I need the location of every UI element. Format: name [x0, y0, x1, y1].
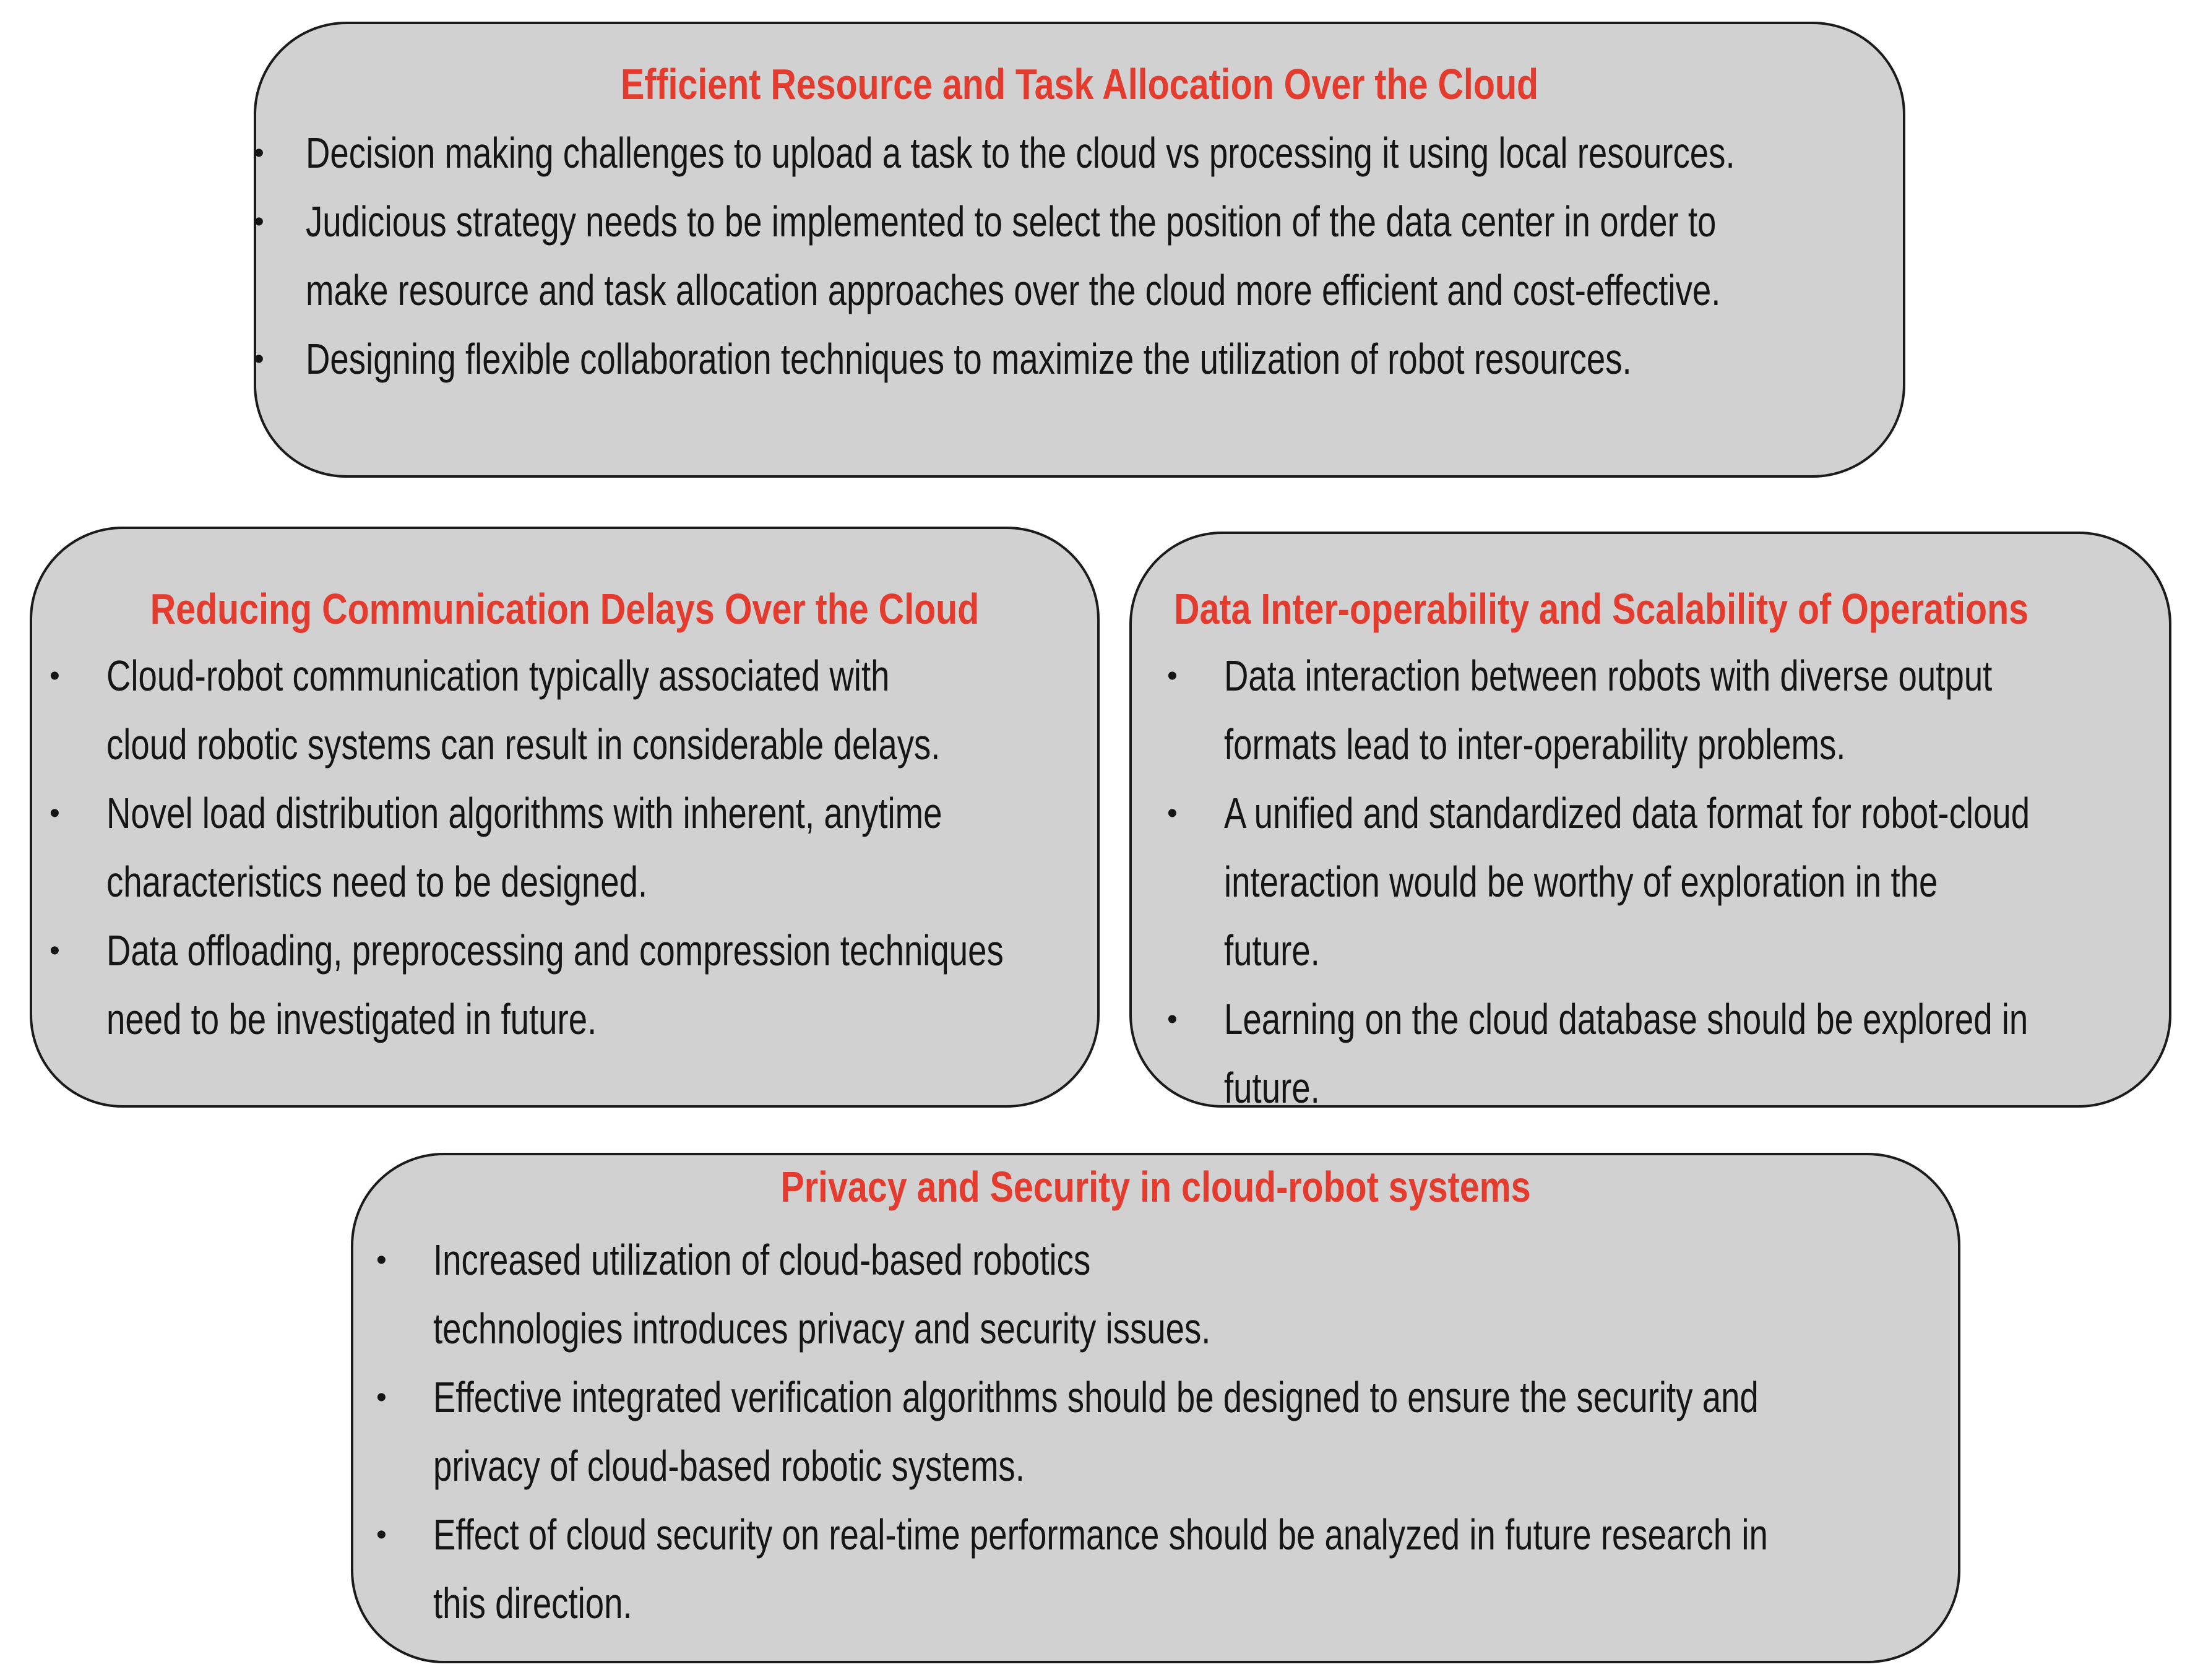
bullet-item [1167, 985, 2190, 1122]
bullet-text-line: characteristics need to be designed. [106, 858, 648, 906]
bullet-list [1167, 642, 2190, 1122]
bullet-dot-icon: • [376, 1244, 387, 1277]
bullet-item [1167, 642, 2190, 779]
bullet-text-line: need to be investigated in future. [106, 995, 597, 1043]
bullet-text-line: cloud robotic systems can result in considerable delays. [106, 720, 941, 769]
bullet-text-line: privacy of cloud-based robotic systems. [433, 1442, 1025, 1490]
bullet-text-line: future. [1224, 926, 1320, 975]
bullet-item [254, 119, 2138, 187]
bullet-dot-icon: • [376, 1381, 387, 1414]
bullet-dot-icon: • [50, 797, 60, 830]
bullet-item [50, 779, 1257, 916]
bullet-dot-icon: • [1167, 660, 1178, 692]
box-title: Privacy and Security in cloud-robot systems [780, 1163, 1531, 1211]
bullet-text-line: Judicious strategy needs to be implemented to select the position of the data center in order to [306, 197, 1717, 246]
bullet-text-line: Cloud-robot communication typically associated with [106, 652, 890, 700]
bullet-dot-icon: • [376, 1518, 387, 1551]
bullet-item [376, 1501, 2144, 1638]
box-title: Efficient Resource and Task Allocation Over the Cloud [620, 60, 1539, 108]
bullet-dot-icon: • [50, 934, 60, 967]
bullet-text-line: this direction. [433, 1579, 632, 1627]
bullet-item [50, 916, 1257, 1054]
bullet-item [254, 325, 2138, 394]
box-title: Reducing Communication Delays Over the Cloud [150, 585, 980, 633]
bullet-text-line: Decision making challenges to upload a task to the cloud vs processing it using local resources. [306, 129, 1735, 177]
bullet-item [376, 1363, 2144, 1501]
box-title: Data Inter-operability and Scalability of Operations [1174, 585, 2029, 633]
bullet-text-line: Data interaction between robots with diverse output [1224, 652, 1993, 700]
bullet-text-line: future. [1224, 1064, 1320, 1112]
bullet-text-line: make resource and task allocation approaches over the cloud more efficient and cost-effective. [306, 266, 1721, 314]
bullet-text-line: Effective integrated verification algorithms should be designed to ensure the security and [433, 1373, 1759, 1421]
bullet-item [1167, 779, 2190, 985]
bullet-text-line: Designing flexible collaboration techniques to maximize the utilization of robot resources. [306, 335, 1632, 383]
bullet-text-line: A unified and standardized data format for robot-cloud [1224, 789, 2030, 837]
bullet-item [50, 642, 1257, 779]
bullet-list [254, 119, 2138, 394]
bullet-dot-icon: • [254, 343, 264, 376]
bullet-item [254, 187, 2138, 325]
bullet-dot-icon: • [254, 205, 264, 238]
bullet-text-line: Learning on the cloud database should be explored in [1224, 995, 2028, 1043]
bullet-dot-icon: • [254, 137, 264, 170]
bullet-text-line: Effect of cloud security on real-time performance should be analyzed in future research in [433, 1510, 1768, 1559]
bullet-text-line: Data offloading, preprocessing and compression techniques [106, 926, 1004, 975]
bullet-dot-icon: • [50, 660, 60, 692]
bullet-item [376, 1226, 2144, 1363]
bullet-list [50, 642, 1257, 1054]
bullet-text-line: formats lead to inter-operability problems. [1224, 720, 1846, 769]
bullet-dot-icon: • [1167, 1003, 1178, 1036]
bullet-text-line: interaction would be worthy of exploration in the [1224, 858, 1938, 906]
bullet-list [376, 1226, 2144, 1638]
bullet-text-line: Increased utilization of cloud-based robotics [433, 1236, 1091, 1284]
bullet-text-line: Novel load distribution algorithms with inherent, anytime [106, 789, 942, 837]
bullet-text-line: technologies introduces privacy and security issues. [433, 1304, 1211, 1353]
bullet-dot-icon: • [1167, 797, 1178, 830]
